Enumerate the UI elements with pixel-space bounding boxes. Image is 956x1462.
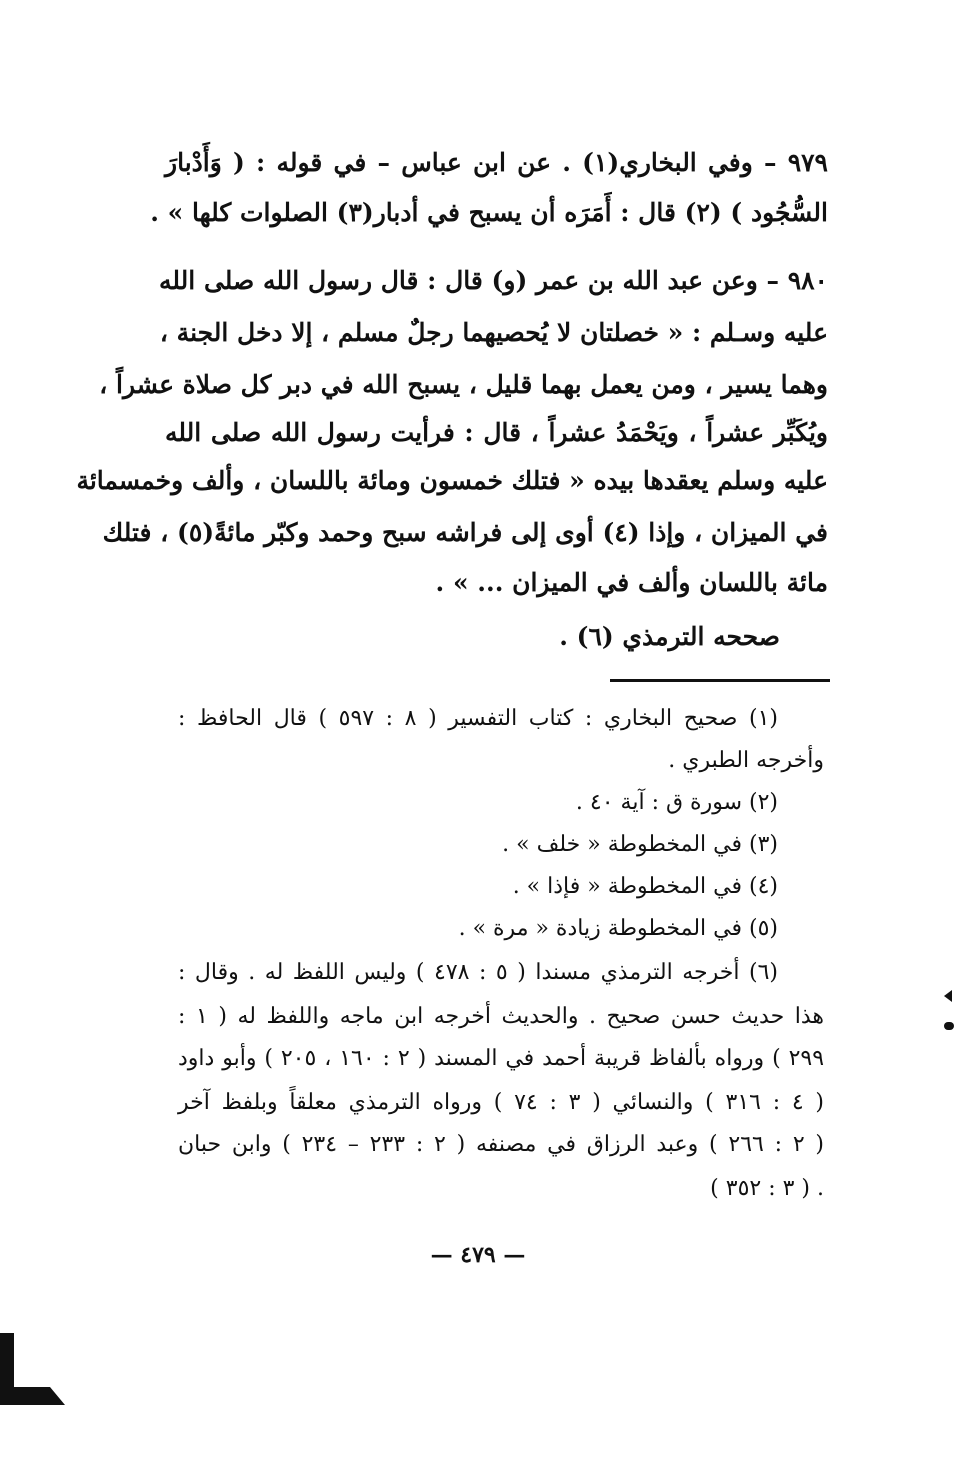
footnote-6-cont-2: ٢٩٩ ) ورواه بألفاظ قريبة أحمد في المسند ( ٢ : ١٦٠ ، ٢٠٥ ) وأبو داود xyxy=(178,1046,825,1071)
page-number: — ٤٧٩ — xyxy=(430,1242,526,1268)
edge-mark-lower xyxy=(944,1022,954,1030)
footnote-2: (٢) سورة ق : آية ٤٠ . xyxy=(575,790,778,815)
footnote-1-cont: وأخرجه الطبري . xyxy=(668,748,824,773)
footnote-separator xyxy=(610,679,830,682)
footnote-4: (٤) في المخطوطة « فإذا » . xyxy=(512,874,778,899)
footnote-1: (١) صحيح البخاري : كتاب التفسير ( ٨ : ٥٩٧ ) قال الحافظ : xyxy=(178,706,778,731)
hadith-980-source: صححه الترمذي (٦) . xyxy=(559,622,780,651)
hadith-980-line-2: عليه وسـلم : « خصلتان لا يُحصيهما رجلٌ مسلم ، إلا دخل الجنة ، xyxy=(159,318,828,347)
edge-mark-upper xyxy=(944,990,952,1002)
footnote-6-cont-4: ( ٢ : ٢٦٦ ) وعبد الرزاق في مصنفه ( ٢ : ٢٣٣ – ٢٣٤ ) وابن حبان xyxy=(178,1132,825,1157)
footnote-6-cont-3: ( ٤ : ٣١٦ ) والنسائي ( ٣ : ٧٤ ) ورواه الترمذي معلقاً وبلفظ آخر xyxy=(178,1090,825,1115)
footnote-6-cont-1: هذا حديث حسن صحيح . والحديث أخرجه ابن ماجه واللفظ له ( ١ : xyxy=(178,1004,824,1029)
hadith-980-line-3: وهما يسير ، ومن يعمل بهما قليل ، يسبح الله في دبر كل صلاة عشراً ، xyxy=(99,370,828,399)
corner-crop-mark xyxy=(0,1333,65,1405)
footnote-5: (٥) في المخطوطة زيادة « مرة » . xyxy=(458,916,778,941)
hadith-980-line-1: ٩٨٠ – وعن عبد الله بن عمر (و) قال : قال رسول الله صلى الله xyxy=(159,266,828,295)
footnote-3: (٣) في المخطوطة « خلف » . xyxy=(502,832,778,857)
footnote-6-cont-5: ( ٣ : ٣٥٢ ) . xyxy=(710,1176,824,1201)
hadith-979-line-1: ٩٧٩ – وفي البخاري(١) . عن ابن عباس – في قوله : ( وَأَدْبارَ xyxy=(165,148,828,177)
hadith-980-line-4: ويُكَبِّر عشراً ، ويَحْمَدُ عشراً ، قال : فرأيت رسول الله صلى الله xyxy=(165,418,828,447)
hadith-979-line-2: السُّجُود ) (٢) قال : أَمَرَه أن يسبح في أدبار(٣) الصلوات كلها » . xyxy=(150,198,828,227)
hadith-980-line-6: في الميزان ، وإذا (٤) أوى إلى فراشه سبح وحمد وكبّر مائةً(٥) ، فتلك xyxy=(102,518,828,547)
hadith-980-line-5: عليه وسلم يعقدها بيده « فتلك خمسون ومائة باللسان ، وألف وخمسمائة xyxy=(76,466,828,495)
footnote-6: (٦) أخرجه الترمذي مسندا ( ٥ : ٤٧٨ ) وليس اللفظ له . وقال : xyxy=(178,960,778,985)
hadith-980-line-7: مائة باللسان وألف في الميزان ... » . xyxy=(435,568,828,597)
